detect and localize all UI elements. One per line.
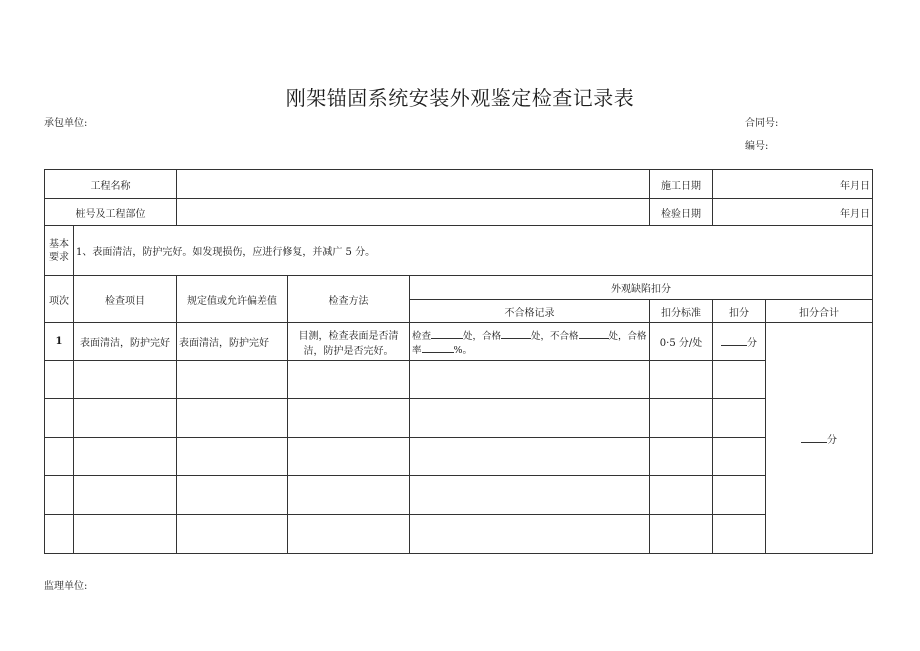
supervisor-label: 监理单位: [44,581,88,592]
empty-cell[interactable] [45,361,74,399]
empty-cell[interactable] [650,361,713,399]
table-row [45,399,873,438]
empty-cell[interactable] [45,515,74,554]
check-item-header: 检查项目 [74,276,177,323]
deduction-header: 扣分 [713,300,766,323]
empty-cell[interactable] [288,515,410,554]
pass-rate-blank[interactable] [422,343,454,353]
table-row [45,438,873,476]
empty-cell[interactable] [74,438,177,476]
empty-cell[interactable] [650,399,713,438]
requirements-text: 1、表面清洁，防护完好。如发现损伤，应进行修复，并减广 5 分。 [74,226,873,276]
empty-cell[interactable] [45,438,74,476]
inspection-date-label: 检验日期 [650,199,713,226]
empty-cell[interactable] [410,515,650,554]
inspection-record-table [44,169,873,554]
empty-cell[interactable] [410,476,650,515]
empty-cell[interactable] [650,476,713,515]
requirements-label-line2: 要求 [49,251,69,263]
empty-cell[interactable] [74,399,177,438]
table-row [45,361,873,399]
deduction-unit: 分 [747,338,758,349]
empty-cell[interactable] [410,399,650,438]
deduction-total-blank[interactable] [801,433,827,443]
empty-cell[interactable] [177,399,288,438]
empty-cell[interactable] [410,438,650,476]
row1-no: 1 [45,323,74,361]
empty-cell[interactable] [650,515,713,554]
empty-cell[interactable] [74,476,177,515]
empty-cell[interactable] [713,515,766,554]
deduction-standard-header: 扣分标准 [650,300,713,323]
empty-cell[interactable] [177,438,288,476]
project-name-label: 工程名称 [45,170,177,199]
construction-date-label: 施工日期 [650,170,713,199]
serial-no-label: 编号: [745,141,769,152]
header-row-1 [45,276,873,300]
empty-cell[interactable] [177,361,288,399]
contract-no-label: 合同号: [745,118,779,129]
table-row [45,515,873,554]
empty-cell[interactable] [177,476,288,515]
record-pass-label: 处，合格 [463,330,502,342]
empty-cell[interactable] [650,438,713,476]
empty-cell[interactable] [410,361,650,399]
deduction-total-unit: 分 [827,434,838,446]
empty-cell[interactable] [288,476,410,515]
inspection-date-value[interactable]: 年月日 [713,199,873,226]
record-rate-label: 处，合格率 [412,330,647,356]
deduction-blank[interactable] [721,336,747,346]
pass-count-blank[interactable] [501,329,531,339]
checked-count-blank[interactable] [431,329,463,339]
project-name-row [45,170,873,199]
row1-method: 目测，检查表面是否清洁，防护是否完好。 [288,323,410,361]
requirements-label [45,226,74,276]
pile-no-label: 桩号及工程部位 [45,199,177,226]
construction-date-value[interactable]: 年月日 [713,170,873,199]
empty-cell[interactable] [177,515,288,554]
deduction-total-cell[interactable] [766,323,873,554]
contractor-label: 承包单位: [44,118,88,129]
page-title: 刚架锚固系统安装外观鉴定检查记录表 [285,86,635,110]
empty-cell[interactable] [288,438,410,476]
requirements-label-line1: 基本 [49,238,69,250]
empty-cell[interactable] [74,361,177,399]
empty-cell[interactable] [74,515,177,554]
empty-cell[interactable] [45,476,74,515]
empty-cell[interactable] [45,399,74,438]
table-row [45,476,873,515]
record-check-label: 检查 [412,330,432,342]
empty-cell[interactable] [713,361,766,399]
row1-nonconform-record[interactable] [410,323,650,361]
project-name-field[interactable] [177,170,650,199]
empty-cell[interactable] [288,361,410,399]
empty-cell[interactable] [288,399,410,438]
pile-no-field[interactable] [177,199,650,226]
empty-cell[interactable] [713,476,766,515]
row1-check-item: 表面清洁，防护完好 [74,323,177,361]
record-fail-label: 处，不合格 [531,330,579,342]
method-header: 检查方法 [288,276,410,323]
row1-deduction[interactable] [713,323,766,361]
pile-no-row [45,199,873,226]
requirements-row [45,226,873,276]
defect-group-header: 外观缺陷扣分 [410,276,873,300]
nonconform-record-header: 不合格记录 [410,300,650,323]
empty-cell[interactable] [713,399,766,438]
row1-deduction-standard: 0·5 分/处 [650,323,713,361]
standard-header: 规定值或允许偏差值 [177,276,288,323]
item-no-header: 项次 [45,276,74,323]
table-row [45,323,873,361]
record-percent-label: %。 [453,344,473,356]
deduction-total-header: 扣分合计 [766,300,873,323]
fail-count-blank[interactable] [579,329,609,339]
row1-standard: 表面清洁，防护完好 [177,323,288,361]
empty-cell[interactable] [713,438,766,476]
